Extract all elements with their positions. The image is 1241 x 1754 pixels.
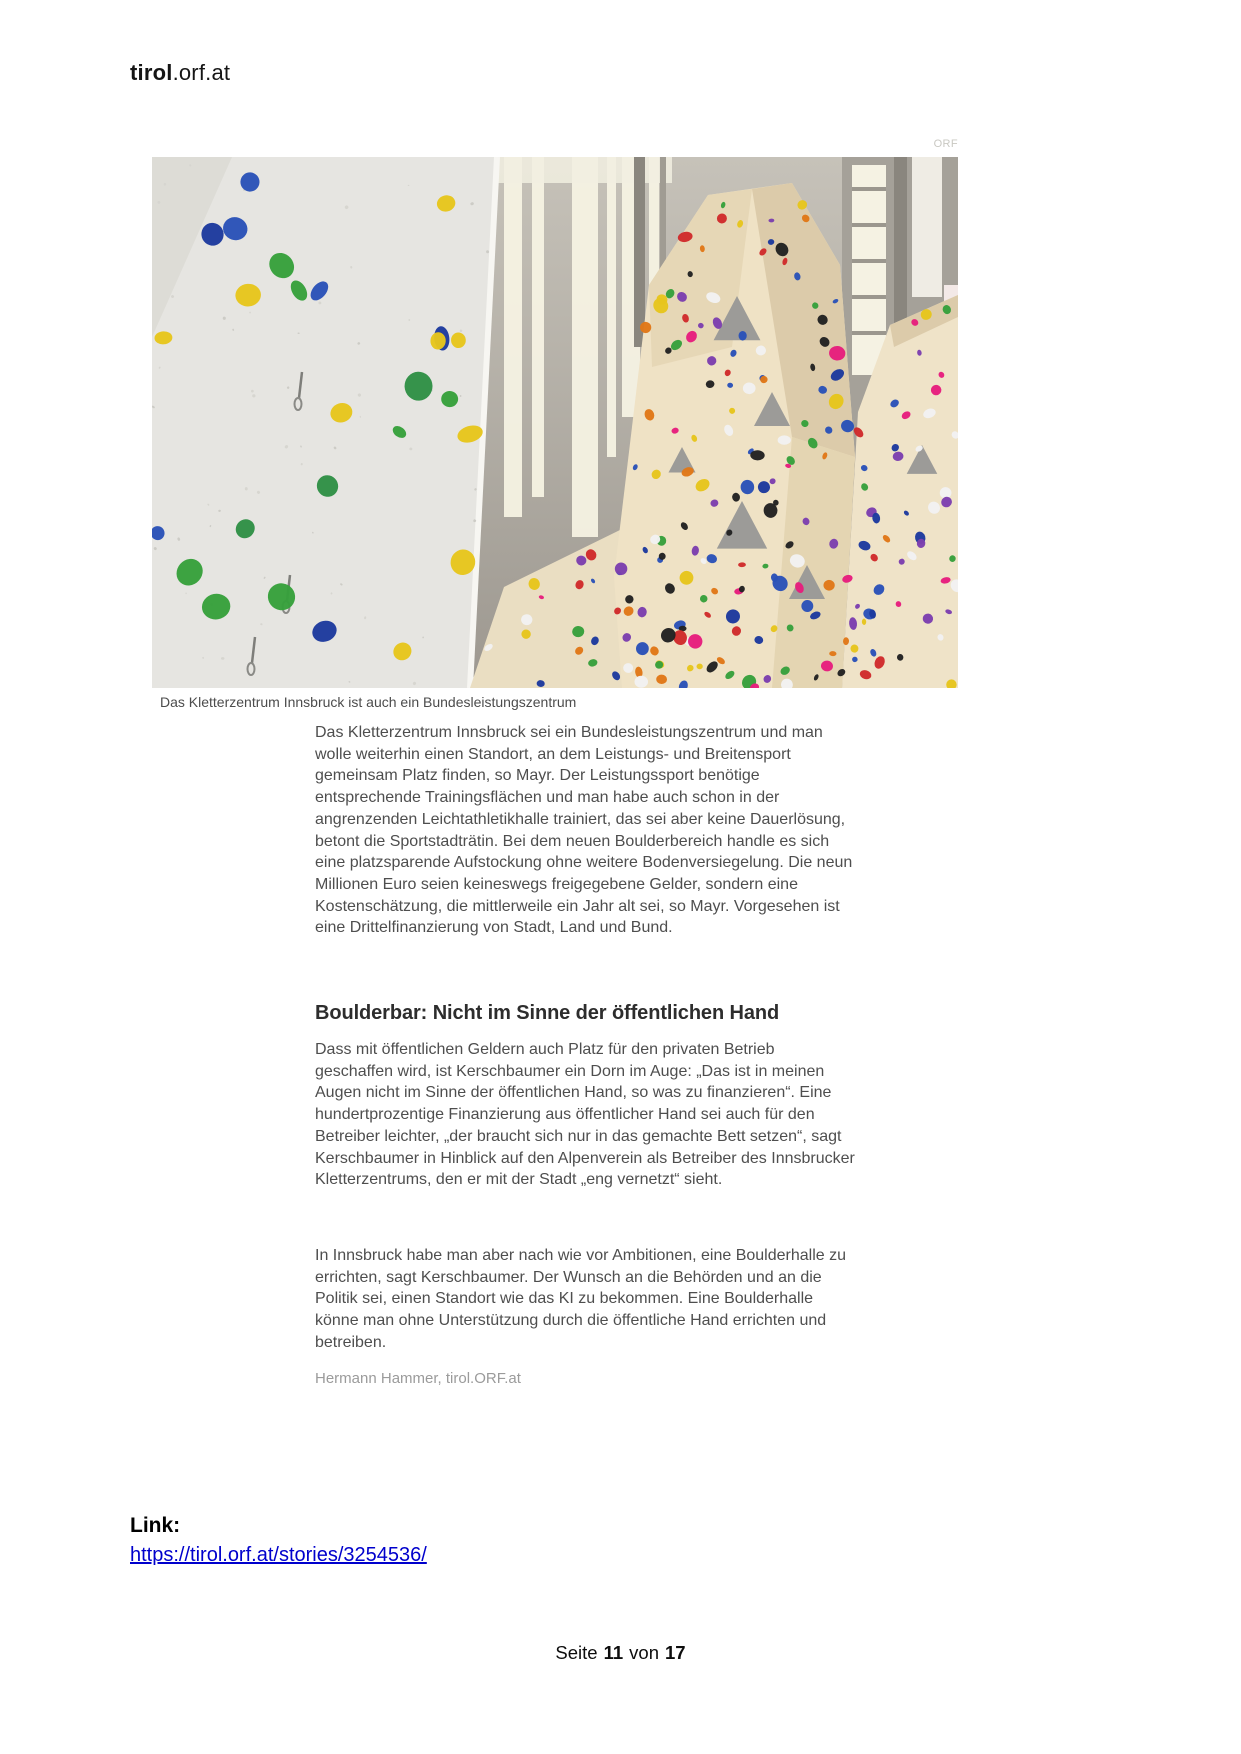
photo-credit: ORF <box>933 138 958 150</box>
climbing-gym-photo <box>152 157 958 688</box>
footer-page-number: 11 <box>603 1642 624 1663</box>
site-logo <box>130 60 230 86</box>
site-logo-rest: .orf.at <box>172 60 231 85</box>
article-photo <box>152 157 958 688</box>
article-link[interactable]: https://tirol.orf.at/stories/3254536/ <box>130 1544 427 1566</box>
article-paragraph-1: Das Kletterzentrum Innsbruck sei ein Bundesleistungszentrum und man wolle weiterhin einen Standort, an dem Leistungs- und Breitensport gemeinsam Platz finden, so Mayr. Der Leistungssport benötige entsprechende Trainingsflächen und man habe auch schon in der angrenzenden Leichtathletikhalle trainiert, das sei aber keine Dauerlösung, betont die Sportstadträtin. Bei dem neuen Boulderbereich handle es sich eine platzsparende Aufstockung ohne weitere Bodenversiegelung. Die neun Millionen Euro seien keineswegs freigegebene Gelder, sondern eine Kostenschätzung, die mittlerweile ein Jahr alt sei, so Mayr. Vorgesehen ist eine Drittelfinanzierung von Stadt, Land und Bund. <box>315 724 853 937</box>
link-label: Link: <box>130 1514 181 1537</box>
footer-prefix: Seite <box>555 1642 598 1663</box>
article-byline: Hermann Hammer, tirol.ORF.at <box>315 1370 521 1387</box>
photo-caption: Das Kletterzentrum Innsbruck ist auch ein Bundesleistungszentrum <box>160 694 577 710</box>
section-heading: Boulderbar: Nicht im Sinne der öffentlichen Hand <box>315 1002 780 1024</box>
page-footer <box>0 1642 1241 1664</box>
article-paragraph-3: In Innsbruck habe man aber nach wie vor Ambitionen, eine Boulderhalle zu errichten, sagt Kerschbaumer. Der Wunsch an die Behörden und an die Politik sei, einen Standort wie das KI zu bekommen. Eine Boulderhalle könne man ohne Unterstützung durch die öffentliche Hand errichten und betreiben. <box>315 1247 846 1351</box>
article-paragraph-2: Dass mit öffentlichen Geldern auch Platz für den privaten Betrieb geschaffen wird, ist Kerschbaumer ein Dorn im Auge: „Das ist in meinen Augen nicht im Sinne der öffentlichen Hand, so was zu finanzieren“. Eine hundertprozentige Finanzierung aus öffentlicher Hand sei auch für den Betreiber leichter, „der braucht sich nur in das gemachte Bett setzen“, sagt Kerschbaumer in Hinblick auf den Alpenverein als Betreiber des Innsbrucker Kletterzentrums, den er mit der Stadt „eng vernetzt“ sieht. <box>315 1041 855 1189</box>
footer-middle: von <box>629 1642 659 1663</box>
footer-total-pages: 17 <box>664 1642 686 1663</box>
site-logo-bold: tirol <box>130 60 173 85</box>
